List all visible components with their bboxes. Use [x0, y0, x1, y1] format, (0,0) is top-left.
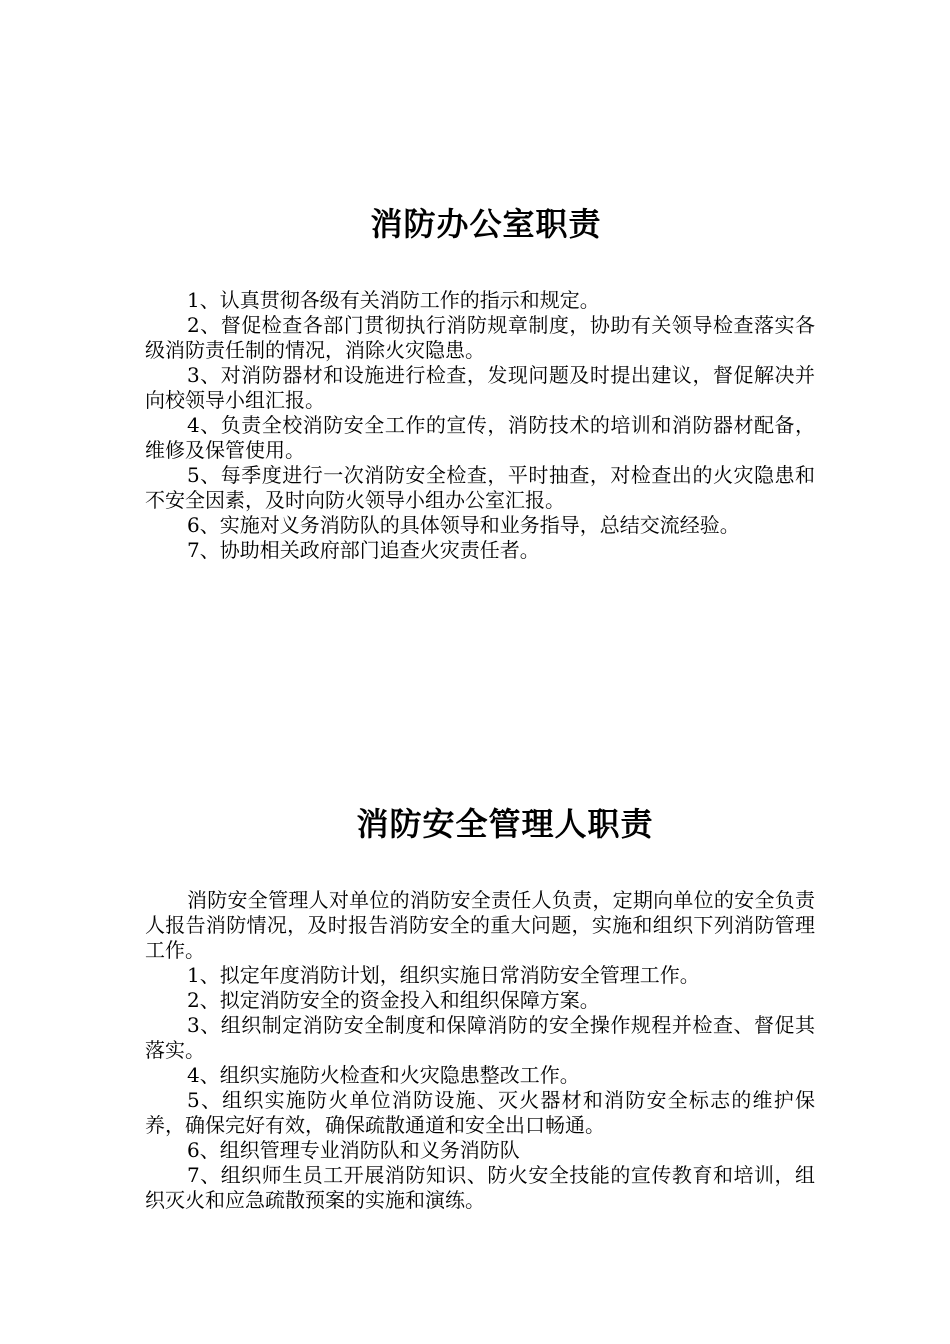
duty-item: 7、协助相关政府部门追查火灾责任者。 — [187, 538, 540, 562]
duty-item: 2、拟定消防安全的资金投入和组织保障方案。 — [187, 988, 600, 1012]
intro-paragraph: 消防安全管理人对单位的消防安全责任人负责，定期向单位的安全负责人报告消防情况，及时报告消防安全的重大问题，实施和组织下列消防管理工作。 — [145, 888, 815, 962]
duty-item: 2、督促检查各部门贯彻执行消防规章制度，协助有关领导检查落实各级消防责任制的情况，消除火灾隐患。 — [145, 313, 815, 362]
duty-item: 5、组织实施防火单位消防设施、灭火器材和消防安全标志的维护保养，确保完好有效，确保疏散通道和安全出口畅通。 — [145, 1088, 815, 1137]
duty-item: 1、认真贯彻各级有关消防工作的指示和规定。 — [187, 288, 600, 312]
duty-item: 4、负责全校消防安全工作的宣传，消防技术的培训和消防器材配备，维修及保管使用。 — [145, 413, 815, 462]
section-title: 消防安全管理人职责 — [356, 805, 654, 843]
section-fire-office-duties — [145, 200, 815, 563]
section-fire-safety-manager-duties — [145, 800, 815, 1213]
duty-item: 3、组织制定消防安全制度和保障消防的安全操作规程并检查、督促其落实。 — [145, 1013, 815, 1062]
duty-item: 6、实施对义务消防队的具体领导和业务指导，总结交流经验。 — [187, 513, 740, 537]
duty-item: 1、拟定年度消防计划，组织实施日常消防安全管理工作。 — [187, 963, 700, 987]
duty-item: 4、组织实施防火检查和火灾隐患整改工作。 — [187, 1063, 580, 1087]
duty-item: 7、组织师生员工开展消防知识、防火安全技能的宣传教育和培训，组织灭火和应急疏散预案的实施和演练。 — [145, 1163, 815, 1212]
duty-item: 6、组织管理专业消防队和义务消防队 — [187, 1138, 520, 1162]
duty-item: 3、对消防器材和设施进行检查，发现问题及时提出建议，督促解决并向校领导小组汇报。 — [145, 363, 815, 412]
duty-item: 5、每季度进行一次消防安全检查，平时抽查，对检查出的火灾隐患和不安全因素，及时向防火领导小组办公室汇报。 — [145, 463, 815, 512]
section-title: 消防办公室职责 — [370, 205, 602, 243]
